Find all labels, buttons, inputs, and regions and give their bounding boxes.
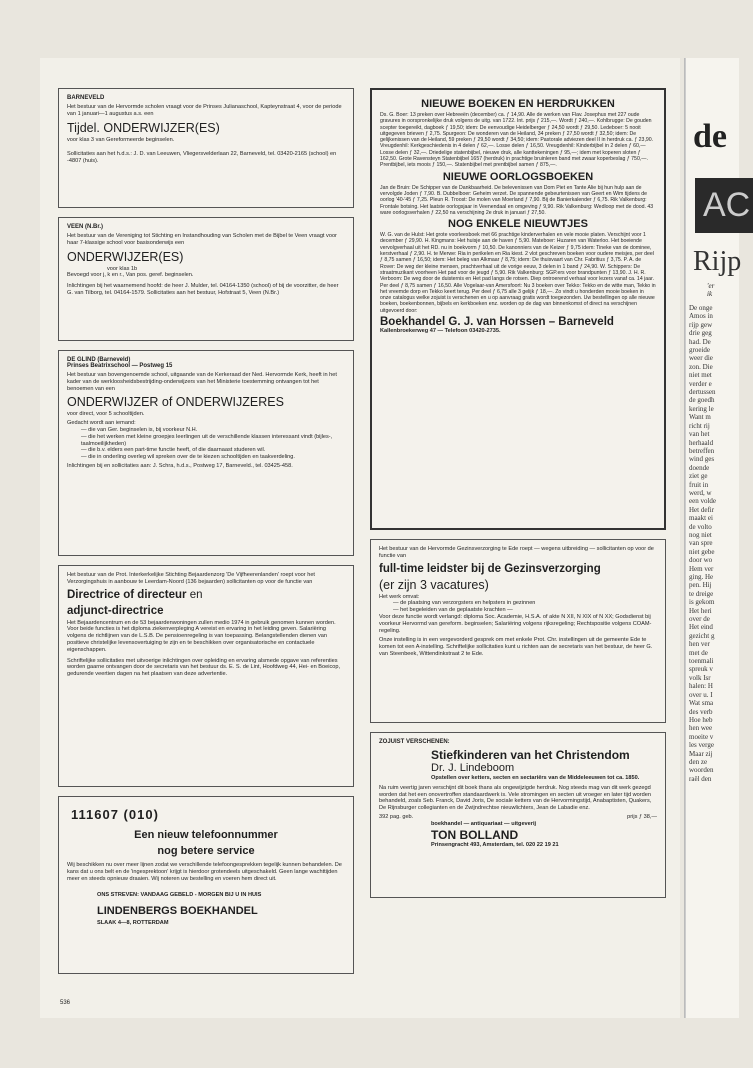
ad-intro: Het bestuur van de Hervormde Gezinsverzorging te Ede roept — wegens uitbreiding — sollicitanten op voor de functie van xyxy=(379,546,654,559)
section-heading: NIEUWE BOEKEN EN HERDRUKKEN xyxy=(421,98,615,110)
adjacent-text-line: raël den xyxy=(689,774,712,783)
ad-body: Na ruim veertig jaren verschijnt dit boek thans als ongewijzigde herdruk. Nog steeds mag van dit werk gezegd worden dat het een onovertroffen standaardwerk is. Vele stromingen en secten uit vroeger en later tijd worden behandeld, zoals Seb. Franck, David Joris, De sociale ketters van de Hervormingstijd, Anabaptisten, Quakers, De Rijnsburger collegianten en de Zwijndrechtse nieuwlichters, Jean de Labadie enz. xyxy=(379,784,652,812)
ad-title-part2: adjunct-directrice xyxy=(67,604,164,617)
adjacent-text-line: moeite v xyxy=(689,732,714,741)
adjacent-text-line: de volto xyxy=(689,522,712,531)
ad-lindenberg xyxy=(58,796,354,974)
adjacent-text-line: drie geg xyxy=(689,329,712,338)
adjacent-text-line: rijp gew xyxy=(689,320,713,329)
adjacent-text-line: zon. Die xyxy=(689,362,713,371)
ad-bullet: — die in onderling overleg wil spreken over de te kiezen schooltijden en taakverdeling. xyxy=(81,454,295,461)
adjacent-text-line: doende xyxy=(689,463,710,472)
adjacent-text-line: over u. I xyxy=(689,690,713,699)
book-price-line xyxy=(379,814,657,821)
ad-directrice xyxy=(58,565,354,787)
adjacent-text-line: werd, w xyxy=(689,488,712,497)
adjacent-text-line: halen: H xyxy=(689,682,713,691)
ad-gedacht: Gedacht wordt aan iemand: xyxy=(67,420,136,427)
ad-bullet: — het begeleiden van de geplaatste krachten — xyxy=(393,607,513,614)
adjacent-text-line: door wo xyxy=(689,556,713,565)
ad-location: DE GLIND (Barneveld) xyxy=(67,357,131,363)
magazine-page xyxy=(40,58,680,1018)
shop-name: LINDENBERGS BOEKHANDEL xyxy=(97,905,258,918)
section-heading: NIEUWE OORLOGSBOEKEN xyxy=(442,170,594,183)
adjacent-text-line: een volde xyxy=(689,497,717,506)
adjacent-text-line: niet gebe xyxy=(689,547,715,556)
shop-name: Boekhandel G. J. van Horssen – Barneveld xyxy=(380,316,614,329)
adjacent-text-line: kering le xyxy=(689,404,714,413)
right-column xyxy=(370,88,666,907)
ad-intro: Het bestuur van bovengenoemde school, uitgaande van de Kerkeraad der Ned. Hervormde Kerk, heeft in het kader van de werkloosheidsbestrijding-onderwijzers van het Ministerie toestemming ontvangen tot het benoemen van een xyxy=(67,372,337,392)
adjacent-text-line: spreuk v xyxy=(689,665,713,674)
adjacent-text-line: groeide xyxy=(689,346,710,355)
section-heading: NOG ENKELE NIEUWTJES xyxy=(448,218,588,231)
adjacent-text-line: is gekom xyxy=(689,598,715,607)
adjacent-text-line: weer die xyxy=(689,354,713,363)
adjacent-text-line: Wat sma xyxy=(689,699,714,708)
adjacent-text-line: met de xyxy=(689,648,708,657)
adjacent-text-line: niet met xyxy=(689,371,712,380)
adjacent-text xyxy=(689,304,739,783)
adjacent-text-line: Want m xyxy=(689,413,711,422)
ad-title-en: en xyxy=(189,588,203,601)
adjacent-text-line: hen ver xyxy=(689,640,710,649)
ad-title xyxy=(67,588,345,602)
ad-intro: Het bestuur van de Prot. Interkerkelijke Stichting Bejaardenzorg 'De Vijfheerenlanden' roept voor het Verzorgingshuis in aanbouw te Leerdam-Noord (136 bejaarden) sollicitanten op voor de functie van xyxy=(67,572,315,585)
ad-body: Het Bejaardencentrum en de 53 bejaardenwoningen zullen medio 1974 in gebruik genomen kunnen worden. Voor beide functies is het diploma ziekenverpleging A vereist en ervaring in het leiding geven. Salariëring volgens de richtlijnen van de L.S.B. De pensioenregeling is van toepassing. Belangstellenden dienen van positieve christelijke levensovertuiging te zijn en te beschikken over organisatorische en contactuele eigenschappen. xyxy=(67,619,336,653)
book-pages: 392 pag. geb. xyxy=(379,813,414,820)
ad-location: BARNEVELD xyxy=(67,95,105,101)
adjacent-italic-line: ik xyxy=(707,290,713,298)
ad-omvat: Het werk omvat: xyxy=(379,593,420,600)
adjacent-text-line: van spre xyxy=(689,539,713,548)
ad-contact: Onze instelling is in een vergevorderd gesprek om met enkele Prot. Chr. instellingen uit de gemeente Ede te komen tot een A-instelling. Schriftelijke sollicitaties kunt u richten aan de secretaris van het bestuur, de heer G. van Steenbeek, Wittendinkstraat 2 te Ede. xyxy=(379,637,653,657)
ad-title: ONDERWIJZER(ES) xyxy=(67,249,184,264)
ad-contact: Inlichtingen bij en sollicitaties aan: J. Schra, h.d.s., Postweg 17, Barneveld., tel. 03425-458. xyxy=(67,462,293,469)
adjacent-title: Rijp xyxy=(693,246,742,277)
ad-van-horssen xyxy=(370,88,666,530)
ad-title: Een nieuw telefoonnummer xyxy=(134,829,278,841)
book-subtitle: Opstellen over ketters, secten en sectariërs van de Middeleeuwen tot ca. 1850. xyxy=(431,775,640,781)
ad-intro: Het bestuur van de Vereniging tot Stichting en Instandhouding van Scholen met de Bijbel te Veen vraagt voor haar 7-klassige school voor basisonderwijs een xyxy=(67,233,337,246)
adjacent-text-line: verder e xyxy=(689,379,712,388)
section-body: Jan de Bruin: De Schipper van de Dankbaarheid. De belevenissen van Dom Piet en Tante Alie bij hun hulp aan de vervolgde Joden ƒ 7,90. B. Dubbelboer: Geheim verzet. De spannende gebeurtenissen van Geert en Wim tijdens de oorlog '40-'45 ƒ 7,25. Pleun R. Troost: De molen van Moerland ƒ 7,90. Bij de Banierkalender ƒ 6,75. Rik Valkenburg: Frontale botsing. Het laatste oorlogsjaar in Veenendaal en omgeving ƒ 9,90. Rik Valkenburg: Wedloop met de dood. 43 ware oorlogsverhalen ƒ 22,50 na verschijning 2e druk in januari ƒ 27,50. xyxy=(380,184,654,216)
adjacent-text-line: de goedh xyxy=(689,396,715,405)
adjacent-italic xyxy=(707,282,714,298)
ad-body: Wij beschikken nu over meer lijnen zodat we verschillende telefoongesprekken tegelijk kunnen behandelen. De kans dat u ons belt en de 'ingesprektoon' krijgt is hierdoor grotendeels uitgeschakeld. Geen lange wachttijden meer en steeds opnieuw draaien. Wij noteren uw bestelling en voeren hem direct uit. xyxy=(67,862,342,882)
adjacent-text-line: dertussen xyxy=(689,388,716,397)
ad-subtitle: nog betere service xyxy=(157,845,255,857)
adjacent-text-line: Het heri xyxy=(689,606,712,615)
adjacent-page xyxy=(684,58,751,1018)
adjacent-text-line: betreffen xyxy=(689,446,715,455)
adjacent-text-line: volk Isr xyxy=(689,673,711,682)
adjacent-text-line: De onge xyxy=(689,304,713,312)
adjacent-text-line: toenmali xyxy=(689,657,714,666)
adjacent-text-line: Maar zij xyxy=(689,749,713,758)
section-body: Ds. G. Boer: 13 preken over Hebreeën (december) ca. ƒ 14,90. Alle de werken van Flav. Josephus met 227 oude gravures in oorspronkelijke druk volgens de uitg. van 1722. Int. prijs ƒ 215,—. Wordt ƒ 240,—. Kohlbrugge: De gouden scepter toegereikt, dagboek ƒ 19,50; idem: De eenvoudige Heidelberger ƒ 24,50 wordt ƒ 29,50. Ledeboer: 5 nooit uitgegeven brieven ƒ 2,75. Spurgeon: De wonderen van de Heiland, 34 preken ƒ 27,50 wordt ƒ 32,50; idem: De gelijkenissen van de Heiland, 59 preken ƒ 29,50 wordt ƒ 34,50; idem: Pastorale adviezen deel II in herdruk ca. ƒ 23,90. Vreugdenhil: Kerkgeschiedenis in 4 delen ƒ 62,—. Losse delen ƒ 16,50. Vreugdenhil: Kinderbijbel in 2 delen ƒ 60,— Losse delen ƒ 32,—. Driedelige statenbijbel, nieuwe druk, alle kanttekeningen ƒ 95,—; idem met koperen sloten ƒ 162,50. Grote Ravensteyn Statenbijbel 1657 (herdruk) in prachtige bruinleren band met zwaar koperbeslag ƒ 750,—. Prentbijbel, iets moois ƒ 150,—. Statenbijbel met prentbijbel samen ƒ 875,—. xyxy=(380,112,654,169)
adjacent-text-line: woorden xyxy=(689,766,714,775)
ad-ton-bolland xyxy=(370,732,666,898)
adjacent-italic-line: 'er xyxy=(707,282,715,290)
ad-title: Tijdel. ONDERWIJZER(ES) xyxy=(67,120,220,135)
adjacent-text-line: Hoe heb xyxy=(689,715,713,724)
adjacent-text-line: ziet ge xyxy=(689,472,708,481)
ad-bullet: — die b.v. elders een part-time functie heeft, of die daarnaast studeren wil. xyxy=(81,447,266,454)
ad-barneveld xyxy=(58,88,354,208)
adjacent-text-line: les verge xyxy=(689,741,714,750)
ad-subtitle: voor direct, voor 5 schooltijden. xyxy=(67,411,145,418)
adjacent-text-line: gezicht g xyxy=(689,631,715,640)
ad-contact: Schriftelijke sollicitaties met uitvoerige inlichtingen over opleiding en ervaring alsmede opgave van referenties worden gaarne ontvangen door de secretaris van het bestuur ds. E. S. de Lint, Hoofdweg 44, Hei- en Boeicop, gedurende veertien dagen na het plaatsen van deze advertentie. xyxy=(67,657,341,678)
ad-leidster xyxy=(370,539,666,723)
gutter-line xyxy=(685,58,686,1018)
ad-location: VEEN (N.Br.) xyxy=(67,224,104,230)
ad-subtitle: voor klas 3 van Gereformeerde beginselen. xyxy=(67,136,175,143)
shop-tagline: boekhandel — antiquariaat — uitgeverij xyxy=(431,820,537,827)
ad-bullet: — die het werken met kleine groepjes leerlingen uit de verschillende klassen interessant vindt (bijles-, taalmoeilijkheden) xyxy=(81,433,333,447)
adjacent-banner: AC xyxy=(695,178,753,233)
adjacent-text-line: den ze xyxy=(689,757,708,766)
phone-number: 111607 (010) xyxy=(71,807,159,822)
ad-intro: Het bestuur van de Hervormde scholen vraagt voor de Prinses Julianaschool, Kapteynstraat 4, voor de periode van 1 januari—1 augustus a.s. een xyxy=(67,104,342,117)
left-column xyxy=(58,88,354,983)
ad-contact: Inlichtingen bij het waarnemend hoofd: de heer J. Mulder, tel. 04164-1350 (school) of bij de voorzitter, de heer G. van Tilborg, tel. 04164-1579. Sollicitaties aan het bestuur, Hofstraat 5, Veen (N.Br.) xyxy=(67,283,339,296)
ad-school: Prinses Beatrixschool — Postweg 15 xyxy=(67,363,173,369)
ad-title-part1: Directrice of directeur xyxy=(67,588,187,601)
shop-address: Prinsengracht 493, Amsterdam, tel. 020 22 19 21 xyxy=(431,841,559,848)
ad-de-glind xyxy=(58,350,354,556)
adjacent-text-line: des verb xyxy=(689,707,713,716)
ad-subtitle: (er zijn 3 vacatures) xyxy=(379,577,489,592)
ad-label: ZOJUIST VERSCHENEN: xyxy=(379,739,450,745)
adjacent-text-line: nog niet xyxy=(689,530,712,539)
adjacent-text-line: hen wee xyxy=(689,724,713,733)
adjacent-text-line: Het eind xyxy=(689,623,713,632)
book-author: Dr. J. Lindeboom xyxy=(431,762,515,774)
adjacent-text-line: maakt ei xyxy=(689,514,713,523)
adjacent-text-line: te dreige xyxy=(689,589,714,598)
ad-bullet: — de plaatsing van verzorgsters en helpsters in gezinnen xyxy=(393,600,536,607)
ad-requirements: Bevoegd voor j, k en r., Van pos. geref. beginselen. xyxy=(67,272,194,279)
adjacent-text-line: richt rij xyxy=(689,421,710,430)
adjacent-text-line: herhaald xyxy=(689,438,714,447)
adjacent-text-line: wind ges xyxy=(689,455,715,464)
adjacent-text-line: Het defir xyxy=(689,505,715,514)
adjacent-text-line: Amos in xyxy=(689,312,713,321)
page-number: 536 xyxy=(60,1000,71,1006)
ad-title: ONDERWIJZER of ONDERWIJZERES xyxy=(67,395,284,410)
ad-bullet: — die van Ger. beginselen is, bij voorkeur N.H. xyxy=(81,426,198,433)
section-body: W. G. van de Hulst: Het grote voorleesboek met 66 prachtige kinderverhalen en vele mooie platen. Verschijnt voor 1 december ƒ 29,90. H. Kingmans: Het huisje aan de haven ƒ 5,90. Mateboer: Huzaren van Waterloo. Het boeiende vervolgverhaal uit het RD. nu in boekvorm ƒ 10,50. De kanonniers van de Keizer ƒ 9,75 idem: Tineke van de dominee, kerstverhaal ƒ 2,90. H. te Merwe: Ria in perikelen en Ria kiest. 2 vlot geschreven boeken voor oudere meisjes, per deel ƒ 8,75 samen ƒ 16,50; idem: Het beleg van Alkmaar ƒ 8,75; idem: De thuisvaart van Chr. Fabritius ƒ 3,75. P. A. de Rover: De weg der kleine mensen, prachtverhaal uit de vorige eeuw, 3 delen in 1 band ƒ 24,90. W. Schippers: De straatmuzikant voorheen Het pad voor de jeugd ƒ 5,90. Rik Valkenburg: SGP.ers voor brandpunten ƒ 13,90. J. H. R. Verboom: De weg door de duisternis en Het pad langs de rotsen. Diep ontroerend verhaal voor lezers vanaf ca. 14 jaar. Per deel ƒ 8,75 samen ƒ 16,50. Alle Vogelaar-van Amersfoort: Nu 3 boeken over Tekko: Tekko en de witte man, Tekko in het vreemde dorp en Tekko keert terug. Per deel ƒ 6,75 alle 3 gelijk ƒ 18,—. Zo vindt u honderden mooie boeken in onze catalogus welke zojuist is verschenen en u op aanvraag gratis wordt toegezonden. Uw bestellingen op alle nieuwe boeken, boekenbonnen, bijbels en kerkboeken enz. worden op de dag van binnenkomst of direct na verschijnen uitgevoerd door: xyxy=(380,232,656,314)
adjacent-text-line: van het xyxy=(689,430,710,439)
adjacent-text-line: fruit in xyxy=(689,480,709,489)
book-price: prijs ƒ 38,— xyxy=(627,813,657,820)
ad-veen xyxy=(58,217,354,341)
shop-address: Kallenbroekerweg 47 — Telefoon 03420-2735. xyxy=(380,328,501,335)
adjacent-heading: de xyxy=(693,118,727,155)
adjacent-text-line: over de xyxy=(689,615,710,624)
adjacent-text-line: pen. Hij xyxy=(689,581,712,590)
ad-title: full-time leidster bij de Gezinsverzorging xyxy=(379,562,601,575)
ad-slogan: ONS STREVEN: VANDAAG GEBELD - MORGEN BIJ U IN HUIS xyxy=(97,892,262,899)
shop-address: SLAAK 4—8, ROTTERDAM xyxy=(97,920,169,927)
book-title: Stiefkinderen van het Christendom xyxy=(431,748,630,762)
ad-requirements: Voor deze functie wordt verlangd: diploma Soc. Academie, H.S.A. of akte N XII, N XIX of N XX; Godsdienst bij voorkeur Hervormd van gereform. beginselen; Salariëring volgens rijksregeling; Rechtspositie volgens COAM-regeling. xyxy=(379,613,652,634)
adjacent-text-line: had. De xyxy=(689,337,711,346)
adjacent-text-line: ging. He xyxy=(689,573,714,581)
ad-contact: Sollicitaties aan het h.d.s.: J. D. van Leeuwen, Vliegersvelderlaan 22, Barneveld, tel. 03420-2165 (school) en -4807 (huis). xyxy=(67,151,337,165)
ad-subtitle: voor klas 1b xyxy=(107,265,138,272)
shop-name: TON BOLLAND xyxy=(431,827,519,842)
adjacent-text-line: Hem ver xyxy=(689,564,714,573)
